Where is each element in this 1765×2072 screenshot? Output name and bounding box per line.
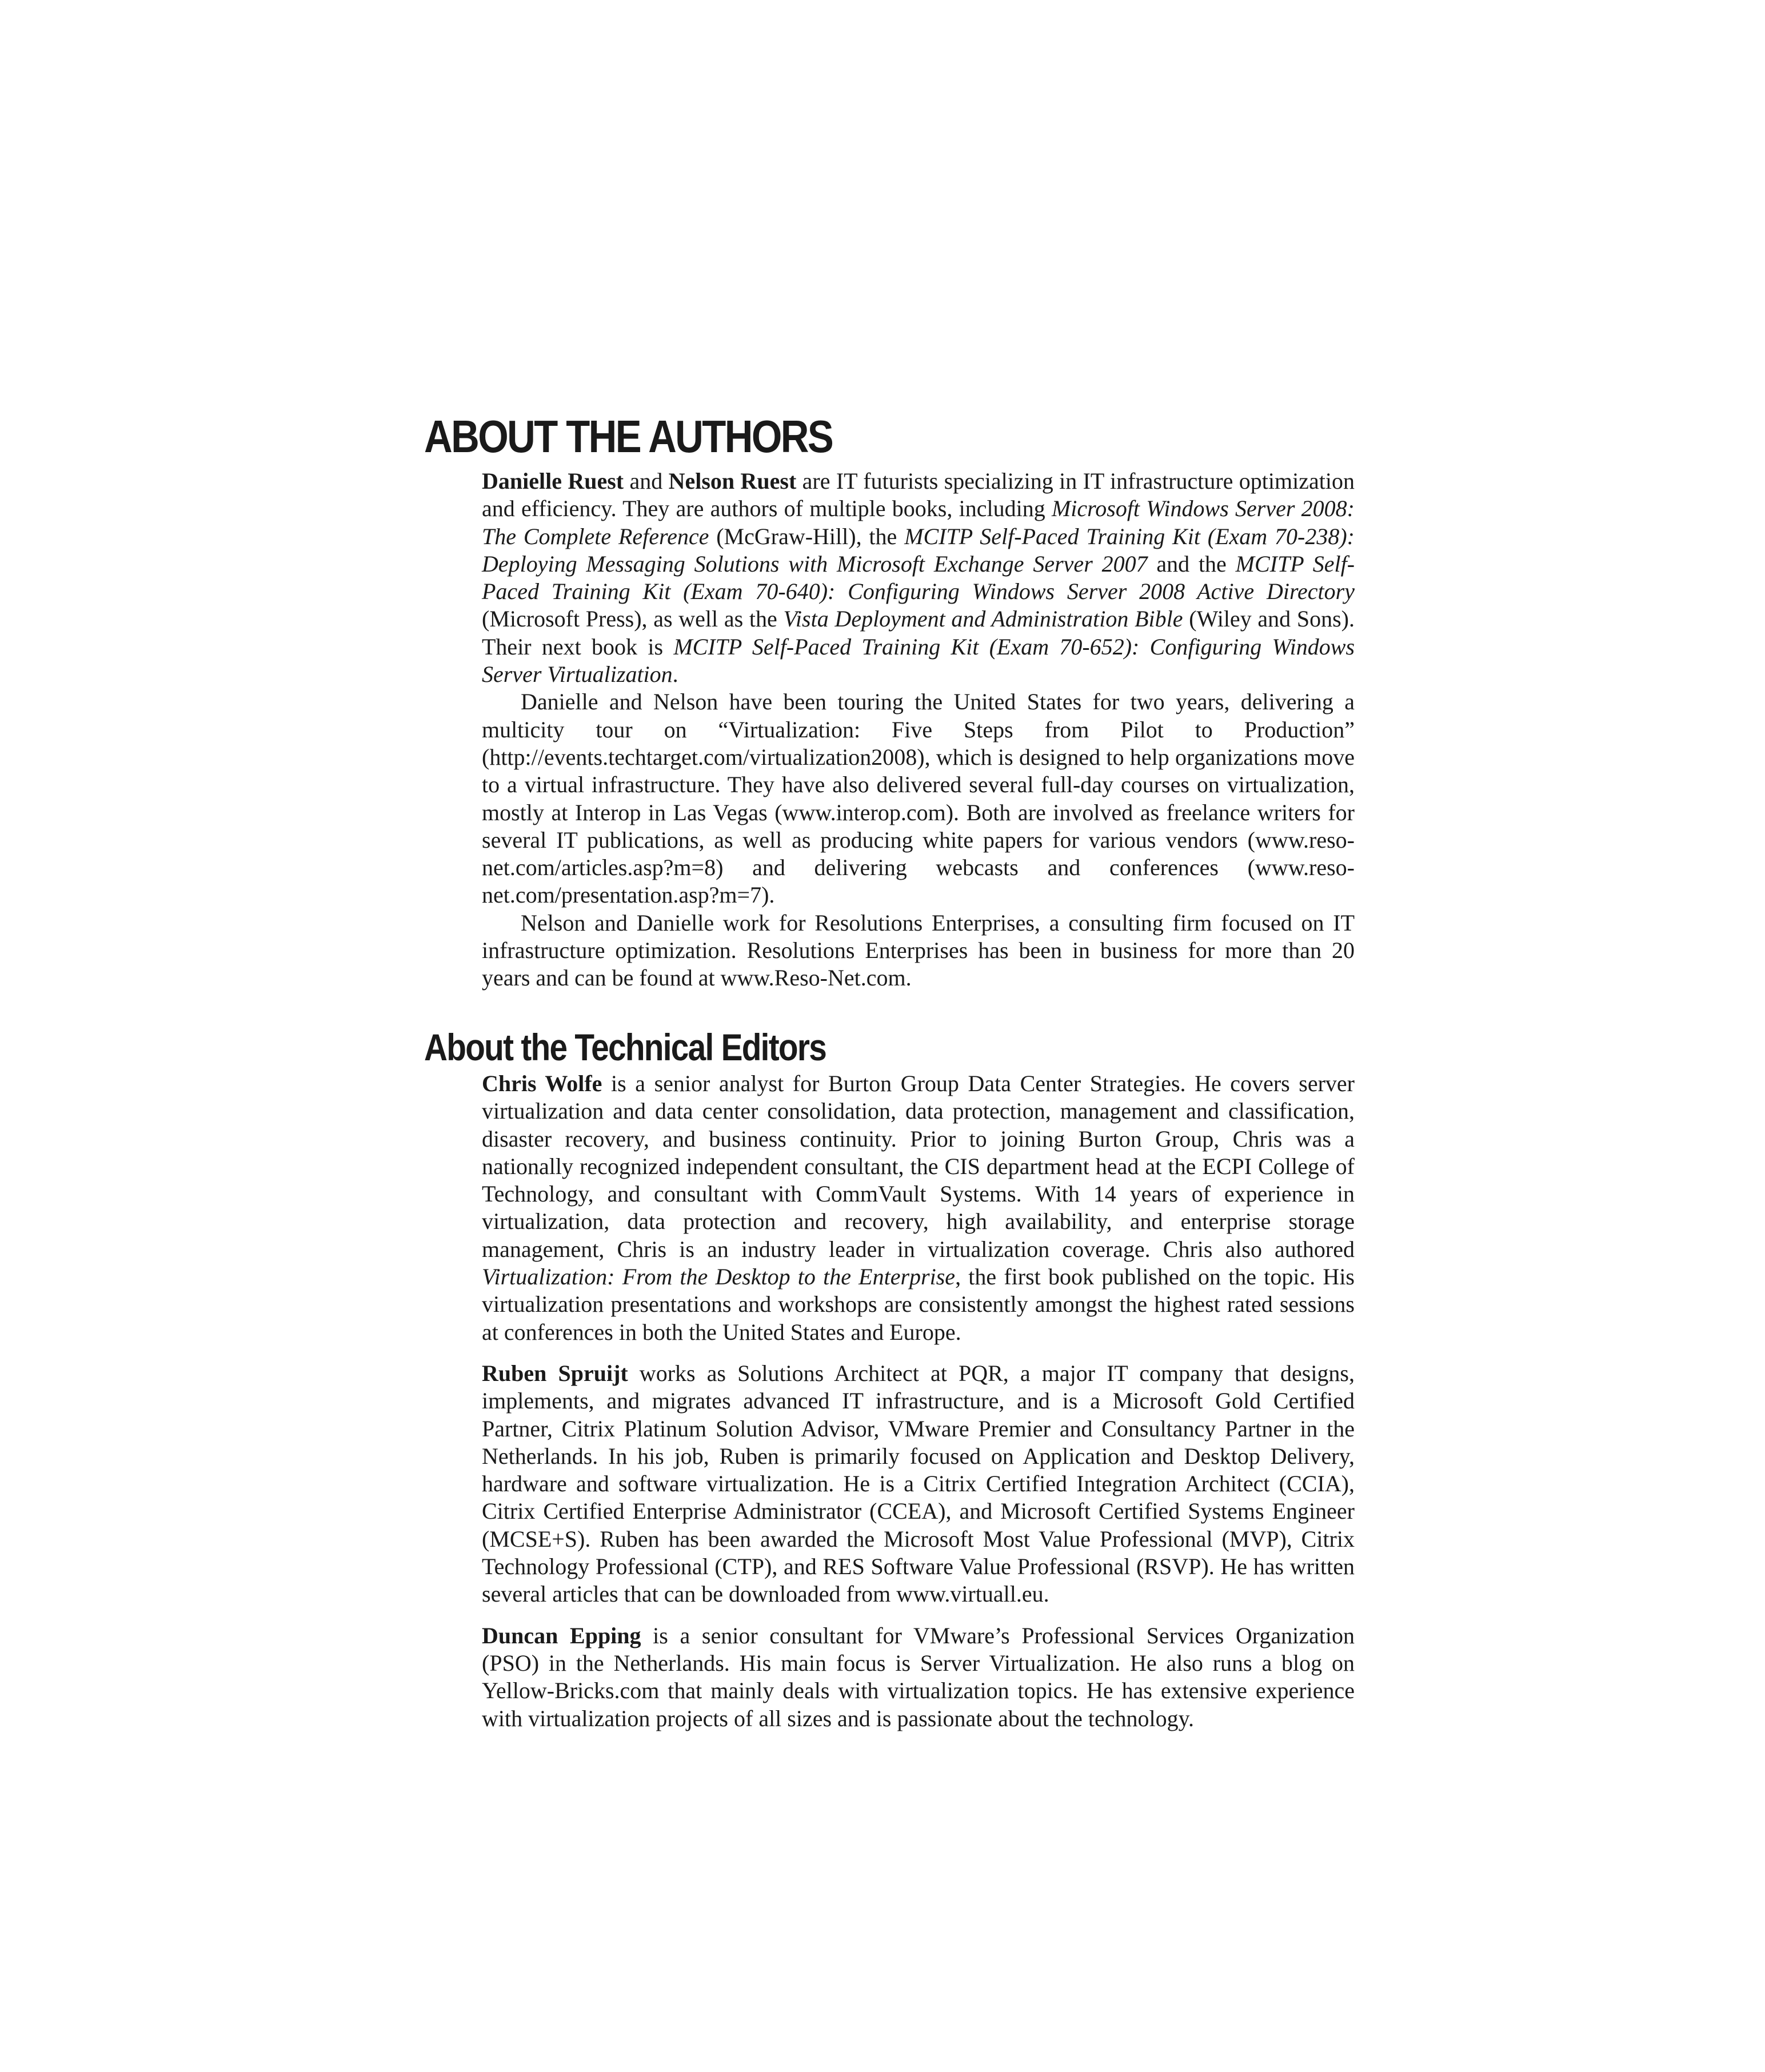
text-run: , the first book published on the topic. His virtualization presentations and workshops are consistently amongst the highest rated sessions at conferences in both the United States and Europe. [482, 1264, 1355, 1345]
editor-name-chris: Chris Wolfe [482, 1071, 602, 1096]
authors-section [482, 468, 1355, 992]
text-run: and the [1147, 550, 1236, 577]
book-title: Virtualization: From the Desktop to the Enterprise [482, 1264, 956, 1290]
editors-section [482, 1070, 1355, 1732]
text-run: are IT futurists specializing in IT infrastructure optimization and efficiency. They are authors of multiple books, including [482, 468, 1355, 522]
book-title: MCITP Self-Paced Training Kit (Exam 70-652): Configuring Windows Server Virtualization [482, 633, 1355, 688]
text-run: is a senior consultant for VMware’s Professional Services Organization (PSO) in the Netherlands. His main focus is Server Virtualization. He also runs a blog on Yellow-Bricks.com that mainly deals with virtualization topics. He has extensive experience with virtualization projects of all sizes and is passionate about the technology. [482, 1622, 1355, 1731]
text-run: (McGraw-Hill), the [709, 523, 905, 549]
authors-paragraph-2: Danielle and Nelson have been touring the United States for two years, delivering a multicity tour on “Virtualization: Five Steps from Pilot to Production” (http://events.techtarget.com/virtualization2008), which is designed to help organizations move to a virtual infrastructure. They have also delivered several full-day courses on virtualization, mostly at Interop in Las Vegas (www.interop.com). Both are involved as freelance writers for several IT publications, as well as producing white papers for various vendors (www.reso-net.com/articles.asp?m=8) and delivering webcasts and conferences (www.reso-net.com/presentation.asp?m=7). [482, 689, 1355, 908]
editor-bio-duncan-epping [482, 1622, 1355, 1732]
editor-bio-ruben-spruijt [482, 1360, 1355, 1608]
book-title: MCITP Self-Paced Training Kit (Exam 70-238): Deploying Messaging Solutions with Microsoft Exchange Server 2007 [482, 523, 1355, 577]
book-title: Vista Deployment and Administration Bible [783, 606, 1183, 632]
about-the-authors-heading: ABOUT THE AUTHORS [424, 411, 833, 462]
editor-name-ruben: Ruben Spruijt [482, 1360, 628, 1386]
book-title: MCITP Self-Paced Training Kit (Exam 70-640): Configuring Windows Server 2008 Active Directory [482, 550, 1355, 605]
text-run: and [624, 468, 669, 494]
author-name-danielle: Danielle Ruest [482, 468, 624, 494]
text-run: . [672, 661, 678, 688]
text-run: (Microsoft Press), as well as the [482, 606, 784, 632]
book-title: Microsoft Windows Server 2008: The Complete Reference [482, 496, 1355, 549]
about-the-technical-editors-heading: About the Technical Editors [424, 1026, 826, 1068]
authors-paragraph-1 [482, 468, 1355, 688]
text-run: (Wiley and Sons). Their next book is [482, 606, 1355, 660]
authors-paragraph-3: Nelson and Danielle work for Resolutions Enterprises, a consulting firm focused on IT infrastructure optimization. Resolutions Enterprises has been in business for more than 20 years and can be found at www.Reso-Net.com. [482, 909, 1355, 991]
text-run: works as Solutions Architect at PQR, a major IT company that designs, implements, and migrates advanced IT infrastructure, and is a Microsoft Gold Certified Partner, Citrix Platinum Solution Advisor, VMware Premier and Consultancy Partner in the Netherlands. In his job, Ruben is primarily focused on Application and Desktop Delivery, hardware and software virtualization. He is a Citrix Certified Integration Architect (CCIA), Citrix Certified Enterprise Administrator (CCEA), and Microsoft Certified Systems Engineer (MCSE+S). Ruben has been awarded the Microsoft Most Value Professional (MVP), Citrix Technology Professional (CTP), and RES Software Value Professional (RSVP). He has written several articles that can be downloaded from www.virtuall.eu. [482, 1360, 1355, 1607]
editor-bio-chris-wolfe [482, 1070, 1355, 1346]
editor-name-duncan: Duncan Epping [482, 1622, 641, 1648]
author-name-nelson: Nelson Ruest [668, 468, 797, 494]
text-run: is a senior analyst for Burton Group Data Center Strategies. He covers server virtualization and data center consolidation, data protection, management and classification, disaster recovery, and business continuity. Prior to joining Burton Group, Chris was a nationally recognized independent consultant, the CIS department head at the ECPI College of Technology, and consultant with CommVault Systems. With 14 years of experience in virtualization, data protection and recovery, high availability, and enterprise storage management, Chris is an industry leader in virtualization coverage. Chris also authored [482, 1071, 1355, 1262]
